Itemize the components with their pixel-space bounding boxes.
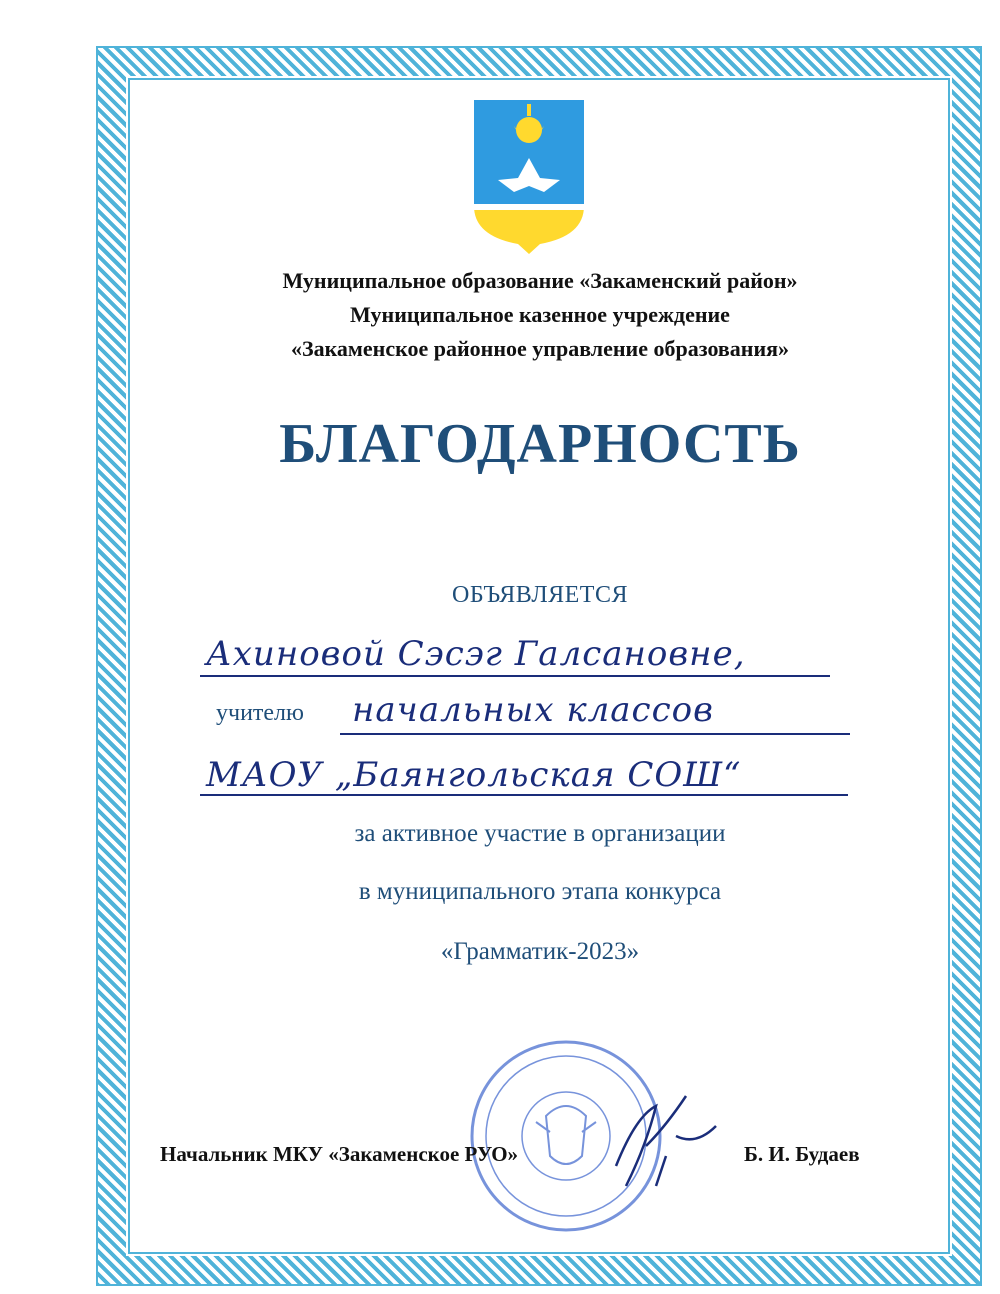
- recipient-school: МАОУ „Баянгольская СОШ“: [206, 755, 742, 795]
- underline-school: [200, 794, 848, 796]
- underline-name: [200, 675, 830, 677]
- header-line-3: «Закаменское районное управление образования»: [290, 336, 790, 361]
- recipient-position: начальных классов: [352, 690, 714, 730]
- header-line-1: Муниципальное образование «Закаменский район»: [282, 268, 798, 293]
- signatory-role: Начальник МКУ «Закаменское РУО»: [160, 1142, 519, 1166]
- handwritten-signature-icon: [596, 1086, 726, 1196]
- signatory-name: Б. И. Будаев: [744, 1142, 860, 1166]
- announce-text: ОБЪЯВЛЯЕТСЯ: [452, 582, 628, 608]
- coat-of-arms-icon: [470, 96, 588, 256]
- underline-position: [340, 733, 850, 735]
- recipient-name: Ахиновой Сэсэг Галсановне,: [206, 634, 746, 674]
- reason-line-1: за активное участие в организации: [354, 820, 726, 847]
- document-title: БЛАГОДАРНОСТЬ: [279, 413, 801, 475]
- contest-name: «Грамматик-2023»: [440, 938, 640, 965]
- header-line-2: Муниципальное казенное учреждение: [350, 302, 730, 327]
- position-prefix: учителю: [216, 700, 304, 726]
- reason-line-2: в муниципального этапа конкурса: [358, 878, 722, 905]
